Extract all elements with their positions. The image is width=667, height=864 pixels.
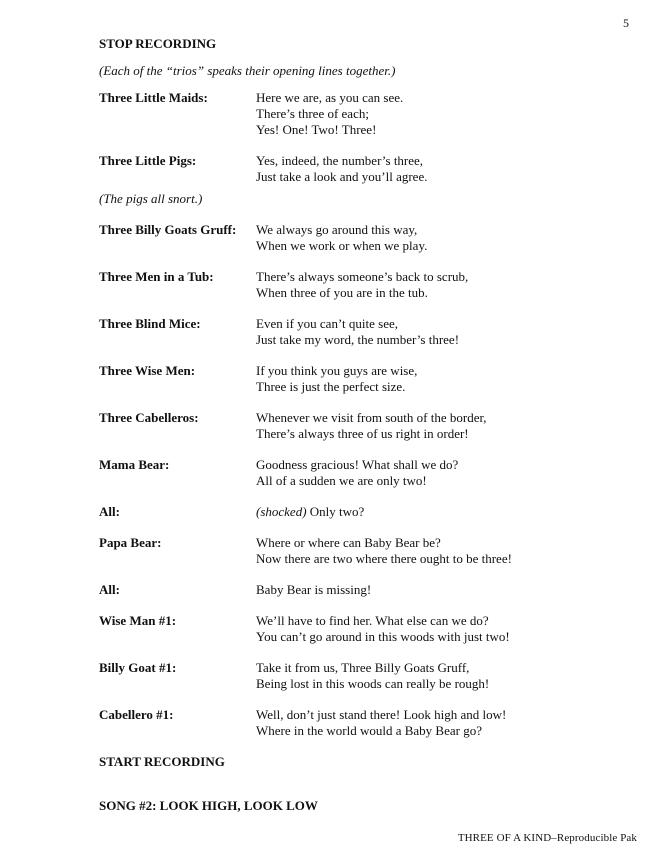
dialogue-line: Now there are two where there ought to be three! [256, 551, 512, 566]
dialogue-line: Yes, indeed, the number’s three, [256, 153, 424, 168]
dialogue-line: If you think you guys are wise, [256, 363, 418, 378]
script-content [99, 36, 639, 814]
speaker-name: Billy Goat #1: [99, 660, 177, 675]
dialogue-line: You can’t go around in this woods with just two! [256, 629, 510, 644]
dialogue [256, 535, 639, 567]
dialogue-line: We’ll have to find her. What else can we do? [256, 613, 489, 628]
speaker-name: Wise Man #1: [99, 613, 177, 628]
script-line [99, 222, 639, 254]
dialogue-line: Here we are, as you can see. [256, 90, 404, 105]
script-line [99, 457, 639, 489]
dialogue-line: Well, don’t just stand there! Look high and low! [256, 707, 507, 722]
speaker-name: All: [99, 504, 120, 519]
script-line [99, 535, 639, 567]
dialogue [256, 707, 639, 739]
script-line [99, 660, 639, 692]
dialogue [256, 457, 639, 489]
script-line [99, 90, 639, 138]
dialogue-line: Whenever we visit from south of the border, [256, 410, 487, 425]
dialogue-line: When three of you are in the tub. [256, 285, 428, 300]
dialogue-line: Just take my word, the number’s three! [256, 332, 460, 347]
dialogue-line: Three is just the perfect size. [256, 379, 406, 394]
dialogue-line: We always go around this way, [256, 222, 418, 237]
song-heading: SONG #2: LOOK HIGH, LOOK LOW [99, 798, 318, 813]
script-line [99, 410, 639, 442]
dialogue [256, 363, 639, 395]
dialogue-line: All of a sudden we are only two! [256, 473, 427, 488]
dialogue-line: Yes! One! Two! Three! [256, 122, 377, 137]
script-line [99, 153, 639, 185]
dialogue [256, 410, 639, 442]
dialogue [256, 504, 639, 520]
dialogue [256, 613, 639, 645]
dialogue-line: There’s always three of us right in order! [256, 426, 469, 441]
speaker-name: Three Little Pigs: [99, 153, 197, 168]
dialogue-line: Where or where can Baby Bear be? [256, 535, 441, 550]
dialogue-line: Baby Bear is missing! [256, 582, 372, 597]
speaker-name: Papa Bear: [99, 535, 162, 550]
page-number: 5 [623, 16, 629, 30]
inline-stage-direction: (shocked) [256, 504, 307, 519]
speaker-name: Three Wise Men: [99, 363, 196, 378]
dialogue-line [256, 504, 639, 520]
intro-stage-direction: (Each of the “trios” speaks their opening lines together.) [99, 63, 396, 78]
script-line [99, 363, 639, 395]
start-recording-heading: START RECORDING [99, 754, 225, 769]
dialogue-line: Just take a look and you’ll agree. [256, 169, 428, 184]
dialogue [256, 90, 639, 138]
dialogue [256, 316, 639, 348]
speaker-name: Three Cabelleros: [99, 410, 199, 425]
speaker-name: Three Billy Goats Gruff: [99, 222, 237, 237]
dialogue-line: When we work or when we play. [256, 238, 428, 253]
dialogue-line: There’s always someone’s back to scrub, [256, 269, 469, 284]
dialogue [256, 269, 639, 301]
dialogue-line: Goodness gracious! What shall we do? [256, 457, 459, 472]
script-line [99, 613, 639, 645]
script-line [99, 316, 639, 348]
script-line [99, 269, 639, 301]
speaker-name: Three Men in a Tub: [99, 269, 214, 284]
dialogue [256, 153, 639, 185]
script-line [99, 504, 639, 520]
script-line [99, 582, 639, 598]
script-line [99, 707, 639, 739]
speaker-name: All: [99, 582, 120, 597]
stop-recording-heading: STOP RECORDING [99, 36, 217, 51]
speaker-name: Mama Bear: [99, 457, 170, 472]
dialogue-line: Where in the world would a Baby Bear go? [256, 723, 482, 738]
speaker-name: Cabellero #1: [99, 707, 174, 722]
page-footer: THREE OF A KIND–Reproducible Pak [457, 832, 637, 844]
dialogue [256, 660, 639, 692]
dialogue-text: Only two? [309, 504, 365, 519]
pigs-stage-direction: (The pigs all snort.) [99, 191, 203, 206]
dialogue [256, 222, 639, 254]
speaker-name: Three Little Maids: [99, 90, 208, 105]
speaker-name: Three Blind Mice: [99, 316, 201, 331]
dialogue-line: Even if you can’t quite see, [256, 316, 398, 331]
dialogue-line: Take it from us, Three Billy Goats Gruff, [256, 660, 470, 675]
dialogue [256, 582, 639, 598]
dialogue-line: There’s three of each; [256, 106, 369, 121]
dialogue-line: Being lost in this woods can really be rough! [256, 676, 490, 691]
